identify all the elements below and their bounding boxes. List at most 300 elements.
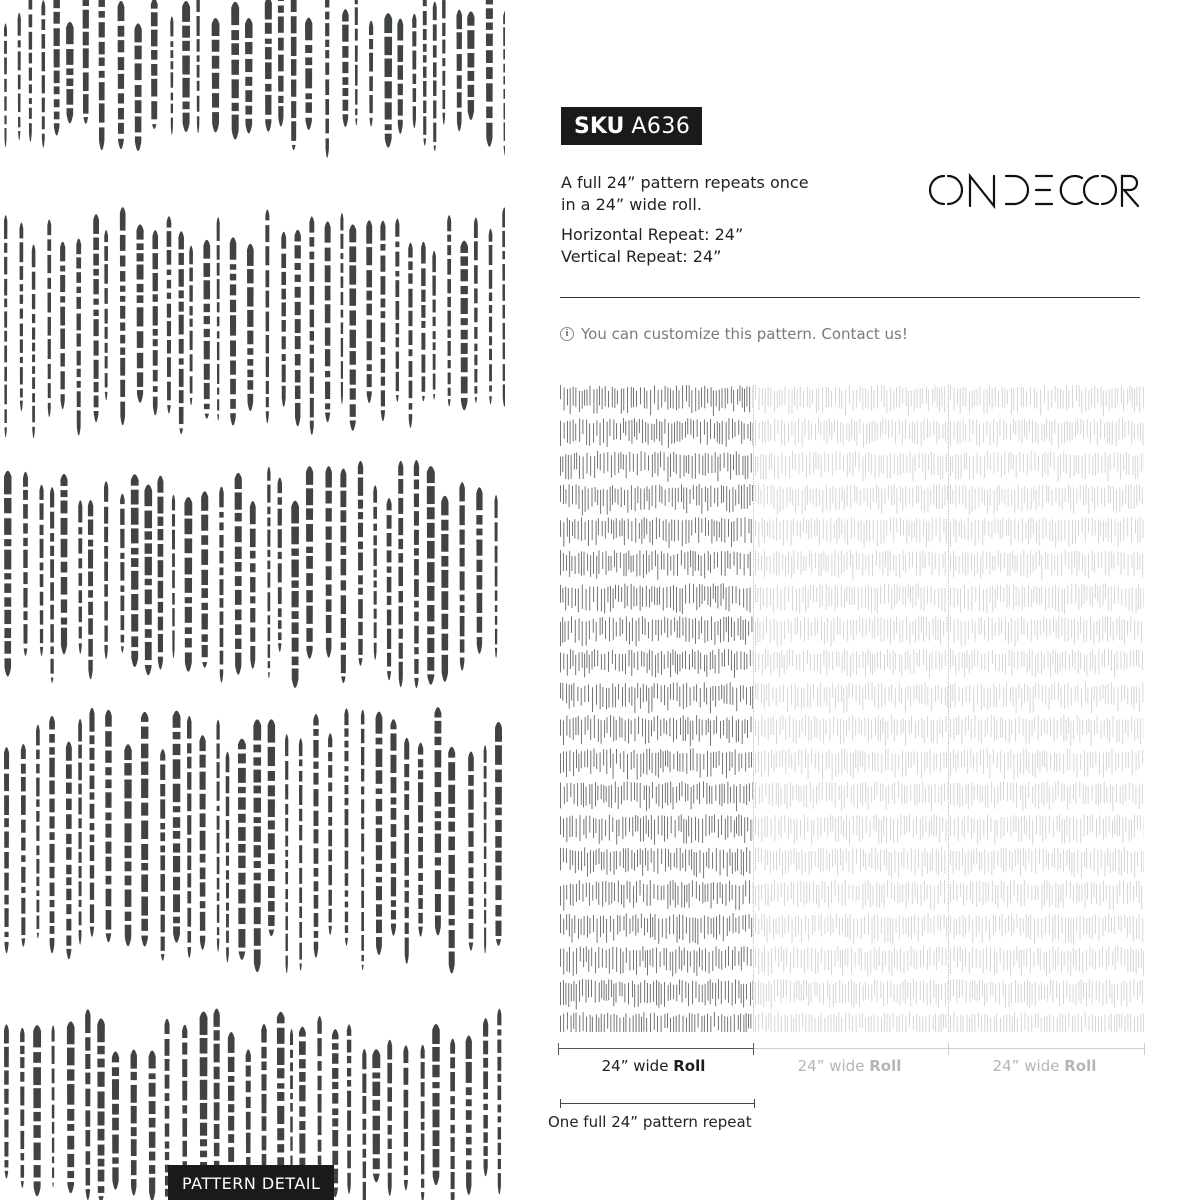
pattern-stroke (313, 714, 318, 958)
pattern-gap (31, 389, 37, 393)
roll-stroke (652, 454, 653, 477)
roll-stroke (971, 586, 972, 610)
roll-stroke (670, 781, 671, 802)
pattern-gap (119, 559, 126, 562)
pattern-gap (331, 1126, 340, 1130)
roll-stroke (629, 818, 630, 832)
pattern-stroke (325, 221, 331, 422)
pattern-gap (3, 124, 8, 128)
roll-stroke (805, 852, 806, 871)
info-icon (560, 327, 574, 341)
roll-stroke (1111, 551, 1112, 569)
pattern-gap (166, 299, 173, 304)
roll-stroke (632, 618, 633, 641)
pattern-gap (130, 1123, 138, 1127)
pattern-gap (280, 285, 287, 289)
roll-stroke (633, 886, 634, 908)
roll-stroke (880, 720, 881, 741)
roll-stroke (950, 617, 951, 633)
roll-stroke (635, 518, 636, 543)
roll-stroke (730, 454, 731, 480)
roll-stroke (764, 914, 765, 936)
roll-stroke (887, 917, 888, 941)
pattern-gap (375, 744, 384, 748)
roll-stroke (868, 555, 869, 576)
roll-stroke (831, 621, 832, 647)
roll-stroke (682, 652, 683, 668)
roll-stroke (858, 751, 859, 772)
roll-stroke (657, 848, 658, 873)
pattern-gap (195, 62, 200, 65)
roll-stroke (1068, 485, 1069, 503)
roll-stroke (987, 688, 988, 710)
roll-stroke (654, 884, 655, 899)
sku-badge (561, 107, 702, 145)
roll-stroke (847, 917, 848, 937)
roll-stroke (701, 387, 702, 407)
roll-stroke (734, 552, 735, 566)
pattern-gap (22, 568, 29, 572)
roll-stroke (614, 1014, 615, 1032)
pattern-gap (172, 779, 182, 784)
horizontal-repeat: Horizontal Repeat: 24” (561, 225, 744, 244)
roll-stroke (707, 620, 708, 641)
roll-stroke (711, 387, 712, 407)
roll-stroke (784, 816, 785, 833)
pattern-gap (17, 47, 22, 51)
roll-stroke (1039, 485, 1040, 506)
pattern-gap (467, 847, 475, 851)
roll-stroke (593, 851, 594, 872)
pattern-gap (177, 298, 185, 301)
roll-stroke (718, 979, 719, 998)
roll-stroke (582, 884, 583, 902)
pattern-gap (225, 793, 231, 796)
pattern-gap (215, 901, 220, 905)
roll-stroke (1130, 616, 1131, 631)
pattern-gap (171, 588, 176, 593)
pattern-stroke (268, 719, 275, 936)
roll-stroke (638, 985, 639, 1007)
pattern-gap (75, 254, 82, 257)
roll-stroke (942, 720, 943, 738)
pattern-gap (379, 342, 386, 347)
roll-stroke (1060, 654, 1061, 671)
roll-stroke (1127, 518, 1128, 536)
roll-stroke (676, 786, 677, 802)
roll-stroke (581, 783, 582, 805)
roll-stroke (984, 518, 985, 535)
roll-stroke (808, 521, 809, 540)
pattern-gap (496, 1122, 502, 1127)
pattern-gap (212, 1099, 220, 1102)
roll-stroke (631, 521, 632, 541)
roll-stroke (796, 980, 797, 998)
roll-stroke (992, 618, 993, 640)
roll-stroke (1021, 420, 1022, 444)
roll-stroke (917, 753, 918, 775)
roll-stroke (641, 519, 642, 544)
roll-stroke (738, 420, 739, 434)
pattern-gap (276, 1153, 286, 1158)
roll-stroke (702, 985, 703, 1003)
roll-stroke (1043, 617, 1044, 633)
roll-stroke (1021, 616, 1022, 634)
roll-stroke (813, 819, 814, 836)
roll-stroke (866, 424, 867, 444)
roll-stroke (567, 518, 568, 537)
roll-stroke (659, 784, 660, 807)
pattern-gap (202, 359, 211, 363)
roll-stroke (862, 388, 863, 410)
roll-stroke (801, 750, 802, 774)
roll-stroke (693, 551, 694, 576)
roll-stroke (1092, 456, 1093, 476)
pattern-gap (31, 402, 37, 405)
pattern-gap (446, 275, 452, 279)
pattern-gap (163, 1119, 170, 1124)
roll-stroke (631, 686, 632, 706)
roll-stroke (675, 488, 676, 510)
roll-stroke (596, 420, 597, 435)
roll-stroke (926, 816, 927, 832)
pattern-gap (171, 526, 176, 529)
roll-stroke (661, 984, 662, 1005)
pattern-gap (218, 575, 224, 579)
pattern-gap (98, 123, 106, 128)
roll-stroke (1092, 650, 1093, 668)
roll-stroke (1010, 553, 1011, 576)
pattern-gap (316, 1135, 322, 1140)
roll-stroke (1024, 587, 1025, 607)
pattern-gap (440, 567, 449, 570)
roll-stroke (691, 520, 692, 535)
roll-stroke (672, 649, 673, 665)
pattern-gap (465, 1144, 473, 1148)
roll-stroke (1014, 653, 1015, 668)
roll-stroke (793, 947, 794, 968)
roll-stroke (791, 1014, 792, 1032)
roll-stroke (962, 553, 963, 574)
roll-stroke (645, 848, 646, 866)
pattern-gap (449, 1133, 456, 1137)
pattern-gap (181, 1101, 188, 1106)
pattern-gap (357, 509, 364, 512)
roll-stroke (640, 982, 641, 1003)
roll-stroke (797, 948, 798, 967)
roll-stroke (733, 390, 734, 411)
pattern-gap (277, 640, 283, 643)
roll-stroke (845, 950, 846, 966)
pattern-gap (230, 98, 240, 103)
roll-stroke (999, 654, 1000, 671)
roll-stroke (640, 488, 641, 509)
roll-stroke (806, 556, 807, 571)
roll-stroke (726, 718, 727, 739)
roll-stroke (628, 848, 629, 871)
roll-stroke (784, 621, 785, 640)
pattern-gap (249, 603, 257, 608)
roll-stroke (1100, 419, 1101, 439)
pattern-gap (148, 1069, 157, 1074)
roll-stroke (940, 517, 941, 543)
pattern-gap (488, 345, 494, 349)
pattern-gap (465, 1095, 473, 1099)
roll-stroke (1008, 453, 1009, 473)
pattern-gap (475, 589, 483, 592)
pattern-gap (289, 1045, 294, 1050)
roll-stroke (1054, 556, 1055, 571)
roll-stroke (581, 517, 582, 541)
roll-stroke (634, 782, 635, 800)
pattern-gap (183, 603, 193, 607)
pattern-gap (354, 105, 359, 109)
roll-stroke (1004, 553, 1005, 569)
roll-stroke (758, 949, 759, 975)
pattern-stroke (199, 735, 205, 950)
roll-stroke (622, 718, 623, 738)
roll-stroke (979, 586, 980, 610)
roll-stroke (751, 519, 752, 543)
roll-stroke (830, 815, 831, 832)
roll-stroke (560, 848, 561, 870)
roll-stroke (745, 517, 746, 543)
roll-stroke (1002, 654, 1003, 671)
roll-stroke (627, 490, 628, 513)
pattern-gap (397, 549, 404, 553)
roll-stroke (721, 485, 722, 503)
roll-stroke (839, 980, 840, 1003)
roll-stroke (859, 948, 860, 966)
roll-stroke (785, 555, 786, 577)
pattern-gap (488, 242, 494, 245)
roll-stroke (913, 621, 914, 635)
roll-stroke (765, 884, 766, 906)
pattern-gap (267, 926, 276, 930)
roll-stroke (721, 981, 722, 1004)
roll-stroke (790, 782, 791, 806)
pattern-gap (188, 281, 194, 285)
roll-stroke (677, 421, 678, 442)
roll-stroke (600, 683, 601, 709)
roll-stroke (655, 550, 656, 566)
roll-stroke (938, 852, 939, 876)
roll-stroke (792, 490, 793, 505)
pattern-gap (403, 810, 410, 815)
roll-stroke (1142, 683, 1143, 703)
roll-stroke (642, 616, 643, 634)
roll-stroke (929, 820, 930, 838)
roll-stroke (684, 948, 685, 966)
roll-stroke (840, 422, 841, 442)
roll-stroke (950, 685, 951, 709)
pattern-gap (433, 818, 442, 821)
pattern-gap (324, 377, 332, 381)
pattern-gap (234, 542, 243, 546)
roll-stroke (829, 653, 830, 668)
roll-stroke (651, 424, 652, 440)
roll-stroke (592, 1017, 593, 1032)
roll-stroke (589, 816, 590, 833)
roll-stroke (613, 589, 614, 609)
pattern-gap (298, 1101, 307, 1106)
roll-stroke (852, 885, 853, 900)
pattern-gap (246, 390, 255, 394)
roll-stroke (759, 423, 760, 439)
pattern-gap (277, 33, 285, 38)
pattern-gap (308, 305, 315, 310)
pattern-gap (40, 49, 46, 52)
pattern-gap (202, 312, 211, 316)
roll-stroke (875, 455, 876, 479)
roll-stroke (908, 917, 909, 937)
roll-stroke (925, 553, 926, 569)
roll-stroke (862, 457, 863, 482)
roll-stroke (805, 419, 806, 436)
roll-stroke (626, 913, 627, 936)
roll-stroke (1094, 419, 1095, 434)
roll-stroke (818, 885, 819, 908)
roll-stroke (723, 850, 724, 869)
roll-stroke (646, 685, 647, 701)
pattern-gap (413, 621, 420, 626)
roll-stroke (865, 653, 866, 677)
pattern-gap (119, 548, 126, 553)
roll-stroke (657, 683, 658, 698)
roll-stroke (589, 918, 590, 934)
roll-stroke (644, 980, 645, 1003)
roll-stroke (919, 1016, 920, 1032)
pattern-gap (77, 554, 83, 559)
roll-stroke (874, 616, 875, 638)
roll-stroke (762, 389, 763, 405)
roll-stroke (820, 817, 821, 836)
roll-stroke (865, 1018, 866, 1032)
pattern-gap (431, 1146, 441, 1149)
roll-stroke (1132, 387, 1133, 407)
pattern-gap (276, 1023, 286, 1027)
pattern-gap (372, 531, 378, 535)
roll-stroke (829, 984, 830, 1007)
roll-stroke (856, 651, 857, 675)
roll-stroke (560, 1016, 561, 1032)
pattern-gap (483, 877, 488, 882)
roll-stroke (805, 586, 806, 612)
roll-stroke (900, 984, 901, 1006)
roll-stroke (747, 720, 748, 738)
roll-stroke (844, 555, 845, 572)
pattern-gap (475, 510, 483, 515)
pattern-gap (360, 961, 366, 965)
pattern-gap (65, 860, 73, 865)
pattern-gap (260, 1091, 267, 1094)
pattern-gap (494, 782, 503, 787)
pattern-gap (420, 1058, 426, 1062)
pattern-gap (218, 548, 224, 551)
roll-stroke (988, 617, 989, 641)
roll-stroke (925, 1016, 926, 1032)
roll-stroke (586, 816, 587, 839)
pattern-gap (35, 822, 41, 826)
roll-stroke (711, 816, 712, 833)
roll-stroke (679, 980, 680, 995)
pattern-gap (312, 785, 319, 790)
roll-stroke (773, 553, 774, 574)
roll-stroke (676, 985, 677, 1002)
pattern-gap (276, 1124, 286, 1128)
roll-stroke (716, 716, 717, 733)
pattern-stroke (203, 240, 210, 419)
roll-stroke (590, 850, 591, 873)
roll-stroke (738, 951, 739, 965)
roll-stroke (1141, 621, 1142, 642)
roll-stroke (842, 850, 843, 871)
roll-stroke (718, 686, 719, 701)
pattern-gap (485, 4, 494, 8)
pattern-gap (465, 1155, 473, 1160)
roll-stroke (676, 454, 677, 474)
pattern-gap (264, 220, 270, 225)
roll-stroke (718, 1016, 719, 1030)
pattern-stroke (450, 1039, 455, 1200)
pattern-gap (289, 1071, 294, 1075)
roll-stroke (665, 783, 666, 803)
roll-stroke (1091, 387, 1092, 407)
roll-stroke (616, 983, 617, 1003)
pattern-gap (493, 587, 498, 591)
roll-stroke (1119, 418, 1120, 440)
roll-stroke (639, 1014, 640, 1032)
roll-stroke (896, 617, 897, 634)
roll-stroke (658, 620, 659, 641)
roll-stroke (640, 818, 641, 842)
roll-stroke (691, 390, 692, 413)
roll-stroke (933, 719, 934, 742)
roll-stroke (681, 550, 682, 565)
roll-stroke (739, 886, 740, 910)
roll-stroke (954, 588, 955, 608)
roll-stroke (938, 984, 939, 1008)
roll-stroke (862, 618, 863, 637)
pattern-gap (159, 780, 166, 784)
roll-stroke (604, 1014, 605, 1032)
pattern-gap (324, 540, 332, 543)
roll-stroke (573, 951, 574, 975)
roll-stroke (771, 984, 772, 1009)
roll-stroke (958, 618, 959, 640)
roll-stroke (1021, 651, 1022, 667)
roll-stroke (616, 553, 617, 572)
roll-stroke (641, 451, 642, 471)
roll-stroke (815, 948, 816, 974)
roll-stroke (873, 816, 874, 831)
pattern-gap (365, 244, 373, 247)
roll-stroke (776, 720, 777, 744)
roll-stroke (1078, 620, 1079, 639)
roll-stroke (1083, 420, 1084, 438)
roll-stroke (843, 455, 844, 470)
pattern-gap (316, 1071, 322, 1076)
pattern-gap (199, 1157, 209, 1162)
roll-stroke (902, 1013, 903, 1032)
roll-stroke (579, 980, 580, 1001)
roll-stroke (560, 886, 561, 906)
roll-stroke (670, 653, 671, 677)
roll-stroke (781, 946, 782, 962)
roll-stroke (874, 422, 875, 442)
roll-stroke (813, 489, 814, 505)
pattern-gap (431, 1062, 441, 1065)
